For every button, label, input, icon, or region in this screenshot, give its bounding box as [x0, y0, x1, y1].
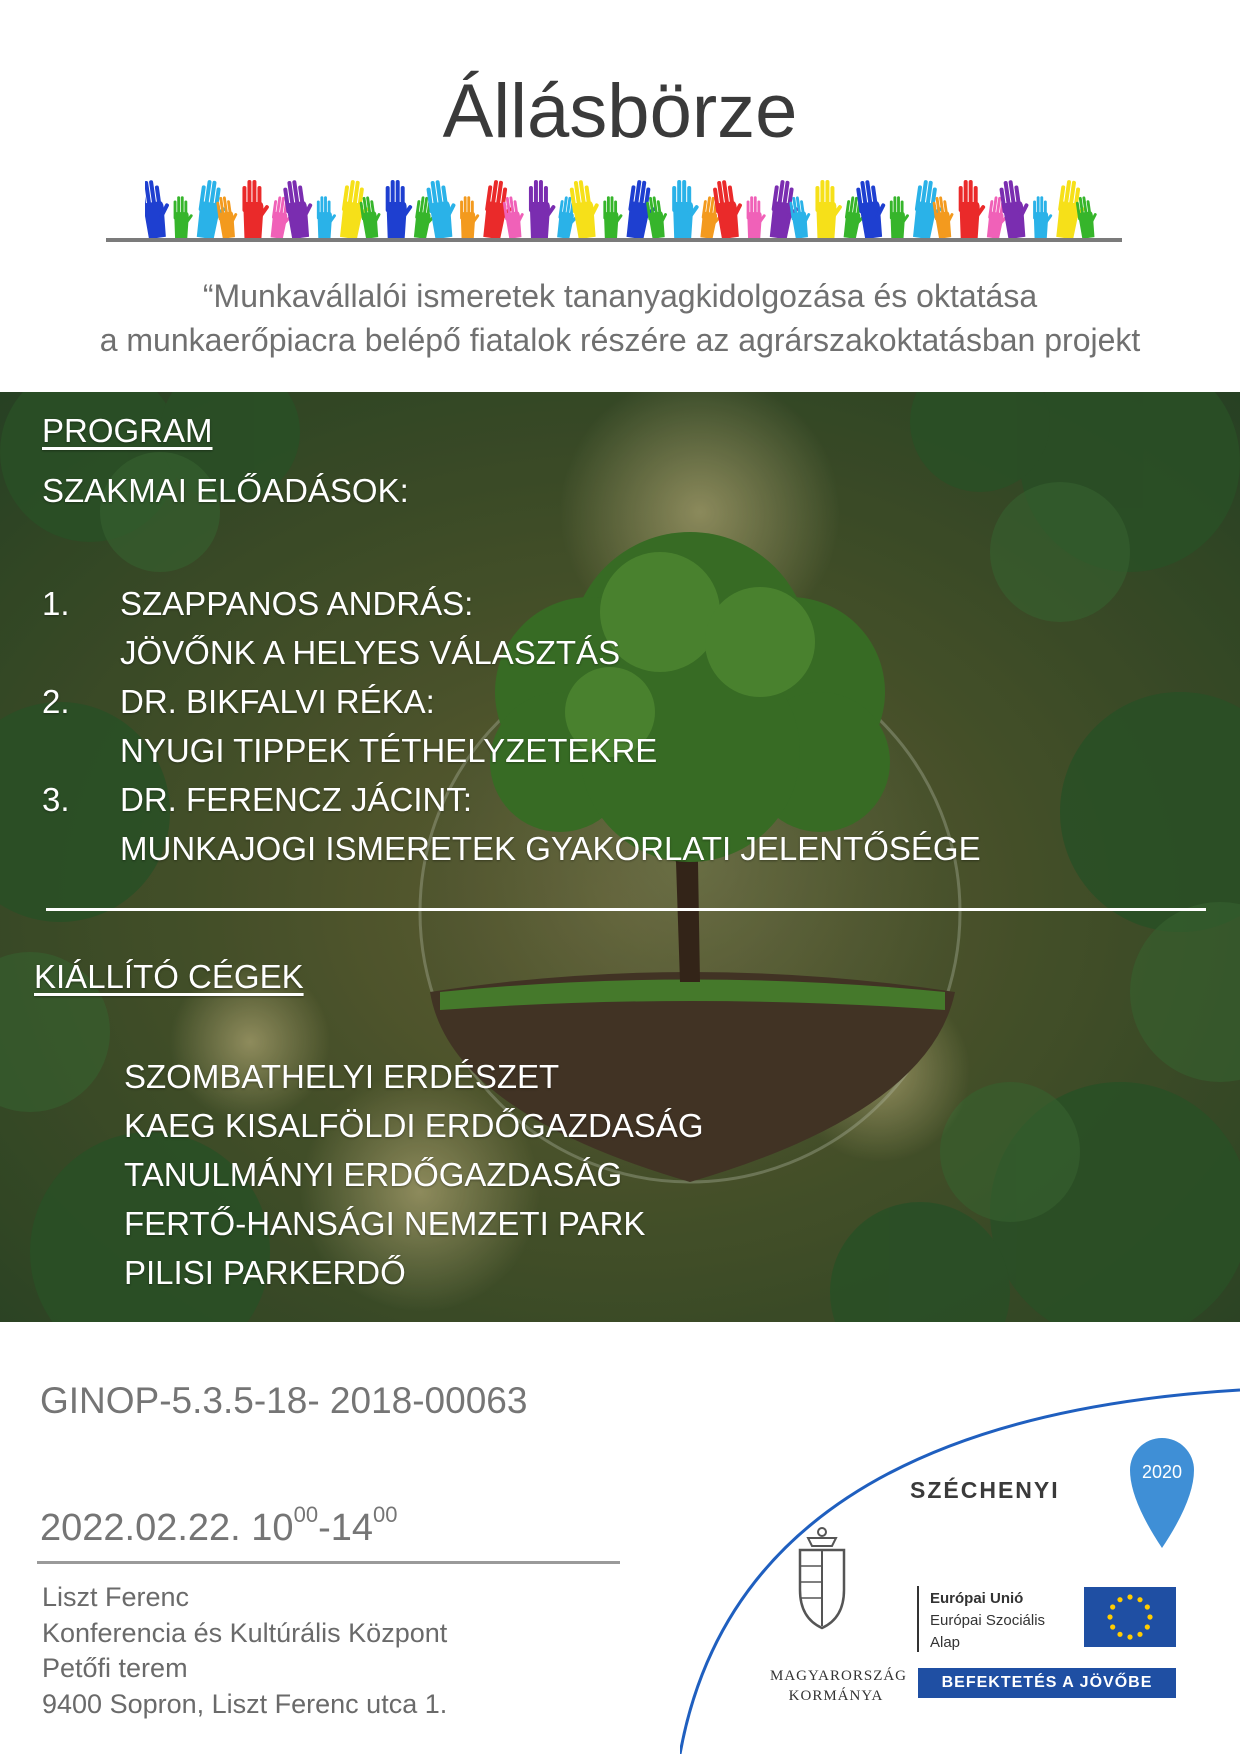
lectures-heading: SZAKMAI ELŐADÁSOK: — [42, 472, 409, 509]
eu-star-icon — [1145, 1624, 1150, 1629]
exhibitor-item: FERTŐ-HANSÁGI NEMZETI PARK — [124, 1205, 646, 1242]
end-minutes: 00 — [372, 1502, 398, 1527]
lecture-speaker: DR. FERENCZ JÁCINT: — [120, 781, 473, 818]
hand-icon — [425, 178, 460, 238]
hand-icon — [815, 180, 842, 238]
eu-star-icon — [1127, 1594, 1132, 1599]
address-line: Konferencia és Kultúrális Központ — [42, 1618, 448, 1648]
hand-icon — [569, 178, 604, 238]
hand-icon — [998, 178, 1033, 238]
date-text: 2022.02.22. 10 — [40, 1507, 294, 1549]
subtitle-line-2: a munkaerőpiacra belépő fiatalok részére az agrárszakoktatásban projekt — [99, 322, 1141, 358]
event-datetime — [40, 1502, 397, 1550]
szechenyi-pin-icon — [1130, 1438, 1194, 1548]
coat-of-arms-icon — [800, 1528, 844, 1628]
eu-star-icon — [1137, 1597, 1142, 1602]
eu-star-icon — [1137, 1632, 1142, 1637]
eu-star-icon — [1145, 1604, 1150, 1609]
hand-icon — [216, 195, 241, 238]
hand-icon — [145, 178, 174, 238]
exhibitor-item: KAEG KISALFÖLDI ERDŐGAZDASÁG — [124, 1107, 704, 1144]
page-title: Állásbörze — [442, 69, 798, 154]
lecture-number: 2. — [42, 683, 70, 720]
exhibitors-heading: KIÁLLÍTÓ CÉGEK — [34, 958, 304, 995]
government-text-line-2: KORMÁNYA — [788, 1688, 884, 1704]
eu-star-icon — [1117, 1632, 1122, 1637]
eu-text-line-1: Európai Unió — [930, 1590, 1024, 1607]
hand-icon — [242, 180, 269, 238]
project-code: GINOP-5.3.5-18- 2018-00063 — [40, 1380, 528, 1421]
slogan-banner: BEFEKTETÉS A JÖVŐBE — [918, 1668, 1176, 1698]
hand-icon — [789, 195, 814, 238]
eu-flag-icon — [1084, 1587, 1176, 1647]
hand-icon — [1033, 196, 1053, 238]
address-line: Liszt Ferenc — [42, 1582, 190, 1612]
hand-icon — [855, 178, 890, 238]
lecture-number: 3. — [42, 781, 70, 818]
hand-icon — [747, 196, 767, 238]
lecture-topic: NYUGI TIPPEK TÉTHELYZETEKRE — [120, 732, 658, 769]
exhibitor-item: PILISI PARKERDŐ — [124, 1254, 406, 1291]
lecture-number: 1. — [42, 585, 70, 622]
address-line: 9400 Sopron, Liszt Ferenc utca 1. — [42, 1689, 448, 1719]
exhibitor-item: TANULMÁNYI ERDŐGAZDASÁG — [124, 1156, 623, 1193]
eu-star-icon — [1107, 1614, 1112, 1619]
end-hour: -14 — [318, 1507, 373, 1549]
section-divider — [46, 908, 1206, 911]
hands-banner — [145, 176, 1100, 238]
eu-star-icon — [1127, 1634, 1132, 1639]
eu-star-icon — [1110, 1604, 1115, 1609]
date-divider — [37, 1561, 620, 1564]
hand-icon — [932, 195, 957, 238]
eu-star-icon — [1110, 1624, 1115, 1629]
eu-star-icon — [1147, 1614, 1152, 1619]
eu-star-icon — [1117, 1597, 1122, 1602]
eu-text-line-3: Alap — [930, 1634, 961, 1651]
hand-icon — [645, 195, 670, 238]
eu-divider — [917, 1586, 919, 1652]
hand-icon — [359, 195, 384, 238]
hand-icon — [529, 180, 556, 238]
exhibitor-item: SZOMBATHELYI ERDÉSZET — [124, 1058, 560, 1095]
hand-icon — [712, 178, 747, 238]
start-minutes: 00 — [293, 1502, 319, 1527]
svg-text:2020: 2020 — [1141, 1462, 1183, 1482]
eu-text-line-2: Európai Szociális — [930, 1612, 1046, 1629]
lecture-topic: MUNKAJOGI ISMERETEK GYAKORLATI JELENTŐSÉGE — [120, 830, 981, 867]
hand-icon — [460, 196, 480, 238]
lecture-speaker: DR. BIKFALVI RÉKA: — [120, 683, 435, 720]
program-heading: PROGRAM — [42, 412, 213, 449]
hand-icon — [174, 196, 194, 238]
hand-icon — [890, 196, 910, 238]
hand-icon — [282, 178, 317, 238]
szechenyi-logo-text: SZÉCHENYI — [910, 1477, 1060, 1503]
subtitle-line-1: “Munkavállalói ismeretek tananyagkidolgozása és oktatása — [202, 278, 1038, 314]
lecture-speaker: SZAPPANOS ANDRÁS: — [120, 585, 474, 622]
hand-icon — [959, 180, 986, 238]
address-line: Petőfi terem — [42, 1653, 188, 1683]
hand-icon — [386, 180, 413, 238]
hand-icon — [317, 196, 337, 238]
hand-icon — [672, 180, 699, 238]
hand-icon — [1075, 195, 1100, 238]
top-divider — [106, 238, 1122, 242]
hand-icon — [502, 195, 527, 238]
hand-icon — [603, 196, 623, 238]
lecture-topic: JÖVŐNK A HELYES VÁLASZTÁS — [120, 634, 621, 671]
government-text-line-1: MAGYARORSZÁG — [770, 1668, 908, 1684]
